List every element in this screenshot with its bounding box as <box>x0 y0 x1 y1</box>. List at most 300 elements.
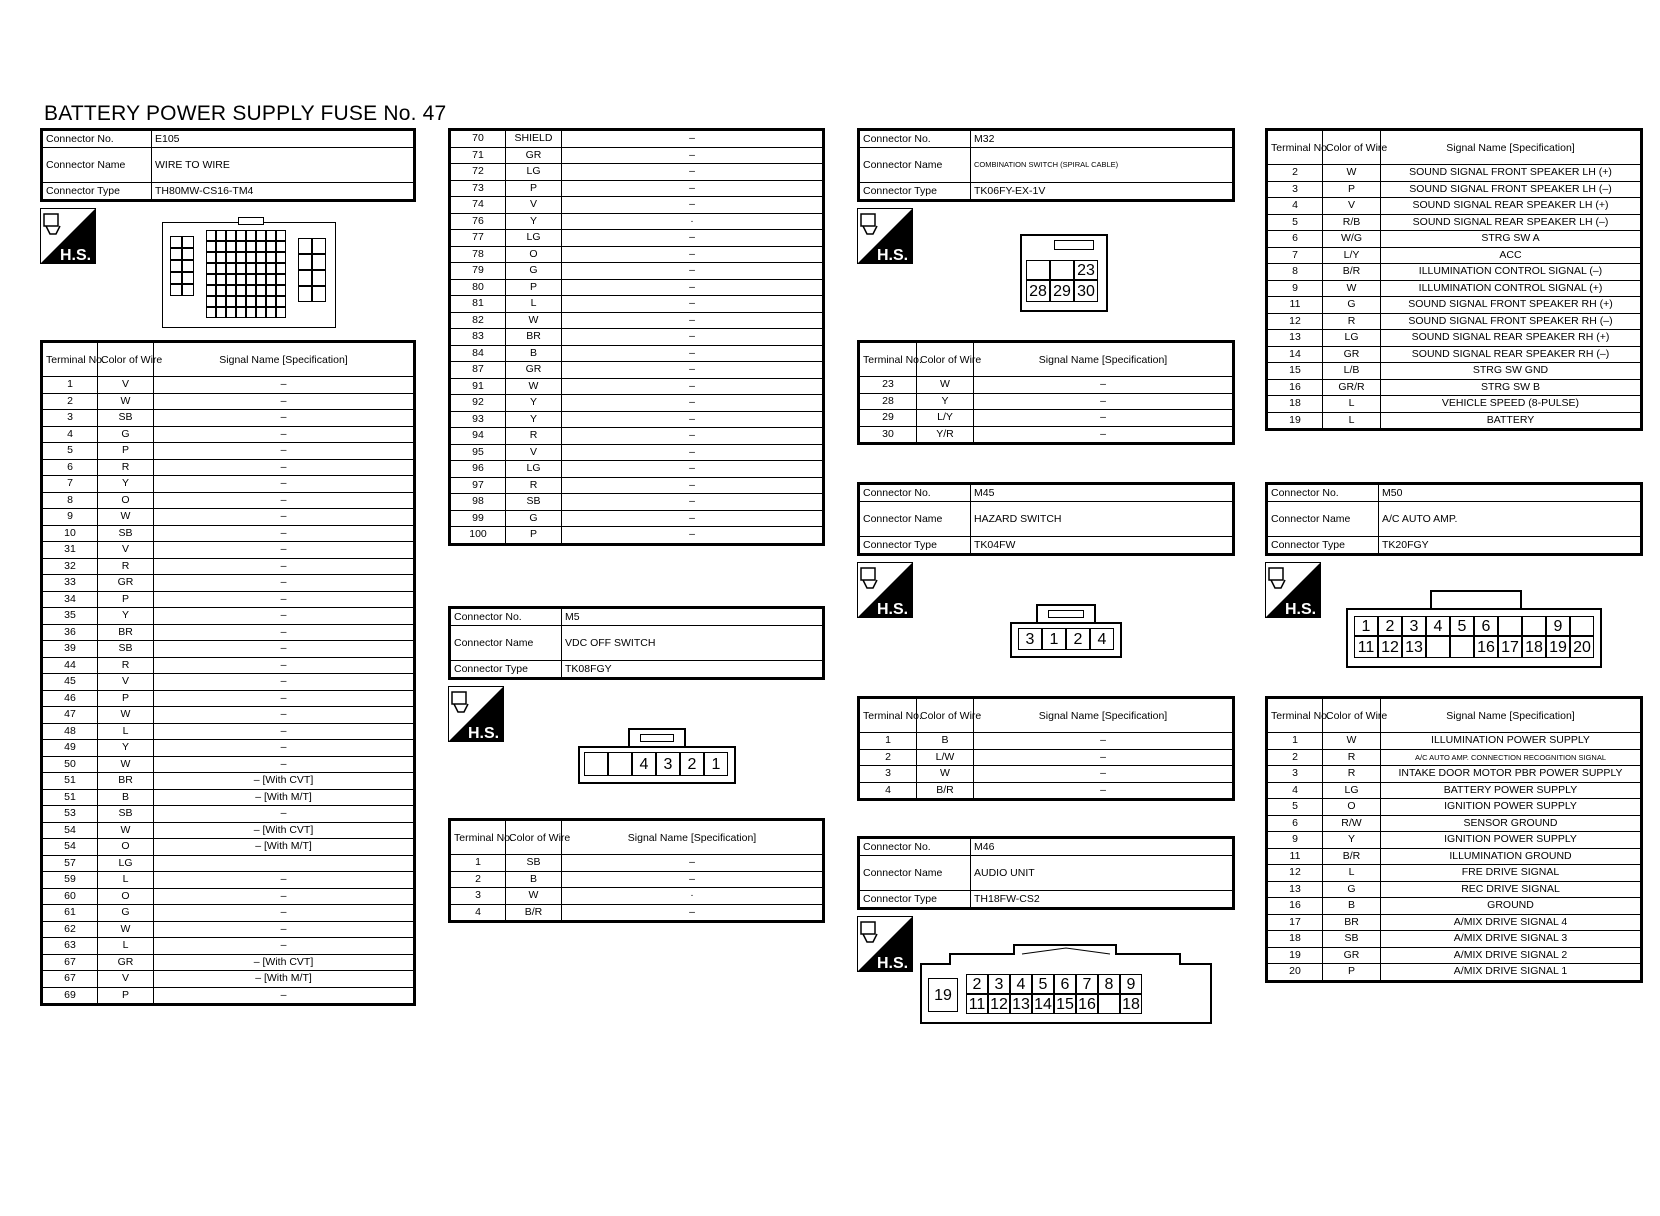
wire-color: G <box>98 426 154 443</box>
connector-pin: 4 <box>1426 616 1450 636</box>
connector-pin <box>312 238 326 254</box>
signal-name: – <box>154 740 415 757</box>
terminal-no: 80 <box>450 279 506 296</box>
table-row <box>1267 848 1642 865</box>
table-row <box>42 839 415 856</box>
col-terminal: Terminal No. <box>1267 130 1323 165</box>
wire-color: L <box>1323 865 1381 882</box>
wire-color: W <box>1323 733 1381 750</box>
col-terminal: Terminal No. <box>450 820 506 855</box>
col-signal: Signal Name [Specification] <box>974 342 1234 377</box>
wire-color: L/Y <box>917 410 974 427</box>
terminal-no: 54 <box>42 839 98 856</box>
terminal-no: 9 <box>42 509 98 526</box>
table-row <box>859 426 1234 444</box>
connector-pin <box>1098 994 1120 1014</box>
terminal-no: 35 <box>42 608 98 625</box>
connector-pin <box>170 284 182 296</box>
col-signal: Signal Name [Specification] <box>1381 698 1642 733</box>
connector-pin <box>182 248 194 260</box>
wire-color: L <box>98 938 154 955</box>
connector-pin <box>182 260 194 272</box>
connector-pin: 30 <box>1074 280 1098 302</box>
connector-pin: 9 <box>1546 616 1570 636</box>
table-row <box>1267 231 1642 248</box>
wire-color: B/R <box>1323 264 1381 281</box>
terminal-no: 73 <box>450 180 506 197</box>
table-row <box>42 641 415 658</box>
wire-color: SB <box>98 410 154 427</box>
terminal-no: 4 <box>1267 782 1323 799</box>
label: Connector No. <box>1267 484 1379 502</box>
wire-color: G <box>1323 297 1381 314</box>
signal-name: – <box>974 733 1234 750</box>
signal-name: – <box>562 263 824 280</box>
signal-name: VEHICLE SPEED (8-PULSE) <box>1381 396 1642 413</box>
table-row <box>450 230 824 247</box>
wire-color: P <box>506 279 562 296</box>
wire-color: W <box>506 378 562 395</box>
terminal-no: 15 <box>1267 363 1323 380</box>
wire-color: SB <box>1323 931 1381 948</box>
wire-color: P <box>1323 181 1381 198</box>
signal-name: – <box>154 492 415 509</box>
connector-pin <box>236 241 246 252</box>
wire-color: O <box>98 839 154 856</box>
table-row <box>450 411 824 428</box>
wire-color: BR <box>1323 914 1381 931</box>
wire-color: L <box>506 296 562 313</box>
signal-name: – <box>562 461 824 478</box>
wire-color: W <box>917 377 974 394</box>
wire-color: Y <box>506 213 562 230</box>
table-row <box>450 444 824 461</box>
signal-name: SOUND SIGNAL FRONT SPEAKER LH (+) <box>1381 165 1642 182</box>
signal-name: A/MIX DRIVE SIGNAL 1 <box>1381 964 1642 982</box>
terminal-no: 20 <box>1267 964 1323 982</box>
terminal-no: 96 <box>450 461 506 478</box>
signal-name: – <box>154 690 415 707</box>
connector-pin <box>1026 260 1050 280</box>
table-row <box>450 362 824 379</box>
wire-color: B <box>98 789 154 806</box>
wire-color: Y <box>917 393 974 410</box>
label: Connector Type <box>859 537 971 555</box>
connector-pin <box>226 230 236 241</box>
connector-pin: 8 <box>1098 974 1120 994</box>
table-row <box>1267 396 1642 413</box>
connector-pin <box>236 307 246 318</box>
connector-pin <box>226 296 236 307</box>
terminal-no: 72 <box>450 164 506 181</box>
label: Connector Type <box>859 183 971 201</box>
connector-no: M32 <box>971 130 1234 148</box>
connector-pin <box>266 285 276 296</box>
connector-pin: 17 <box>1498 636 1522 658</box>
terminal-no: 91 <box>450 378 506 395</box>
table-row <box>1267 264 1642 281</box>
terminal-no: 87 <box>450 362 506 379</box>
connector-pin: 1 <box>704 752 728 776</box>
connector-pin <box>266 296 276 307</box>
terminal-no: 2 <box>1267 165 1323 182</box>
wire-color: G <box>506 510 562 527</box>
wire-color: GR/R <box>1323 379 1381 396</box>
connector-key <box>1054 240 1094 250</box>
connector-pin: 16 <box>1474 636 1498 658</box>
terminal-no: 18 <box>1267 396 1323 413</box>
table-row <box>42 558 415 575</box>
wire-color: W <box>98 822 154 839</box>
connector-pin: 7 <box>1076 974 1098 994</box>
wire-color: R <box>98 558 154 575</box>
connector-pin <box>170 260 182 272</box>
connector-latch <box>238 217 264 225</box>
signal-name: – <box>562 312 824 329</box>
wire-color: W <box>98 707 154 724</box>
signal-name: – <box>154 410 415 427</box>
connector-pin <box>236 274 246 285</box>
signal-name: GROUND <box>1381 898 1642 915</box>
terminal-no: 1 <box>1267 733 1323 750</box>
table-row <box>1267 799 1642 816</box>
table-row <box>859 782 1234 800</box>
signal-name: – <box>154 459 415 476</box>
connector-pin <box>608 752 632 776</box>
e105-connector-face <box>162 222 336 328</box>
table-row <box>42 459 415 476</box>
signal-name: – <box>562 494 824 511</box>
terminal-no: 84 <box>450 345 506 362</box>
signal-name: – <box>562 428 824 445</box>
signal-name: – <box>154 426 415 443</box>
wire-color: V <box>98 542 154 559</box>
connector-pin <box>246 274 256 285</box>
table-row <box>42 723 415 740</box>
table-row <box>450 164 824 181</box>
terminal-no: 70 <box>450 130 506 148</box>
terminal-no: 83 <box>450 329 506 346</box>
label: Connector No. <box>42 130 152 148</box>
table-row <box>450 130 824 148</box>
m46-info <box>857 836 1235 910</box>
label: Connector Name <box>859 856 971 891</box>
table-row <box>450 180 824 197</box>
connector-pin <box>216 296 226 307</box>
connector-no: M45 <box>971 484 1234 502</box>
table-row <box>450 213 824 230</box>
terminal-no: 19 <box>1267 947 1323 964</box>
connector-pin <box>276 307 286 318</box>
terminal-no: 10 <box>42 525 98 542</box>
signal-name: – <box>154 575 415 592</box>
signal-name: – <box>562 180 824 197</box>
connector-pin: 2 <box>1066 628 1090 650</box>
table-row <box>1267 214 1642 231</box>
wire-color: SB <box>506 855 562 872</box>
hs-icon <box>1265 562 1321 618</box>
signal-name: – <box>562 395 824 412</box>
terminal-no: 2 <box>450 871 506 888</box>
signal-name: – <box>562 444 824 461</box>
terminal-no: 6 <box>1267 815 1323 832</box>
label: Connector Type <box>859 891 971 909</box>
wire-color: Y <box>506 395 562 412</box>
connector-pin: 1 <box>1042 628 1066 650</box>
terminal-no: 67 <box>42 954 98 971</box>
terminal-no: 98 <box>450 494 506 511</box>
connector-pin: 2 <box>680 752 704 776</box>
signal-name: – [With CVT] <box>154 773 415 790</box>
connector-pin <box>236 296 246 307</box>
terminal-no: 8 <box>1267 264 1323 281</box>
connector-pin <box>256 285 266 296</box>
connector-pin <box>276 274 286 285</box>
signal-name: – <box>974 377 1234 394</box>
label: Connector No. <box>859 838 971 856</box>
connector-pin <box>206 241 216 252</box>
table-row <box>450 395 824 412</box>
connector-name: HAZARD SWITCH <box>971 502 1234 537</box>
terminal-no: 69 <box>42 987 98 1005</box>
connector-pin: 12 <box>988 994 1010 1014</box>
terminal-no: 6 <box>42 459 98 476</box>
terminal-no: 11 <box>1267 297 1323 314</box>
label: Connector Type <box>450 661 562 679</box>
signal-name: SENSOR GROUND <box>1381 815 1642 832</box>
signal-name: SOUND SIGNAL REAR SPEAKER LH (–) <box>1381 214 1642 231</box>
signal-name: SOUND SIGNAL FRONT SPEAKER RH (–) <box>1381 313 1642 330</box>
connector-type: TH18FW-CS2 <box>971 891 1234 909</box>
connector-name: WIRE TO WIRE <box>152 148 415 183</box>
signal-name: – <box>562 411 824 428</box>
signal-name: – <box>154 938 415 955</box>
m5-connector-face <box>578 728 736 784</box>
terminal-no: 54 <box>42 822 98 839</box>
terminal-no: 4 <box>1267 198 1323 215</box>
wire-color: B <box>506 345 562 362</box>
wire-color: W <box>98 509 154 526</box>
table-row <box>42 806 415 823</box>
hs-label: H.S. <box>877 955 909 972</box>
connector-pin <box>312 270 326 286</box>
label: Connector No. <box>859 130 971 148</box>
signal-name: – <box>154 525 415 542</box>
connector-pin <box>276 296 286 307</box>
wire-color: SB <box>98 806 154 823</box>
table-row <box>42 393 415 410</box>
table-row <box>450 494 824 511</box>
table-row <box>1267 914 1642 931</box>
connector-pin: 9 <box>1120 974 1142 994</box>
signal-name: – <box>562 345 824 362</box>
wire-color: LG <box>98 855 154 872</box>
m5-terminal-table <box>448 818 825 923</box>
col-terminal: Terminal No. <box>859 698 917 733</box>
signal-name: STRG SW GND <box>1381 363 1642 380</box>
terminal-no: 2 <box>42 393 98 410</box>
signal-name: – <box>562 904 824 922</box>
signal-name: – <box>974 393 1234 410</box>
terminal-no: 17 <box>1267 914 1323 931</box>
terminal-no: 47 <box>42 707 98 724</box>
table-row <box>1267 898 1642 915</box>
col-signal: Signal Name [Specification] <box>974 698 1234 733</box>
terminal-no: 49 <box>42 740 98 757</box>
signal-name: STRG SW B <box>1381 379 1642 396</box>
connector-pin <box>246 241 256 252</box>
table-row <box>42 575 415 592</box>
table-row <box>450 461 824 478</box>
table-row <box>42 756 415 773</box>
connector-pin: 6 <box>1474 616 1498 636</box>
table-row <box>450 510 824 527</box>
terminal-no: 5 <box>1267 799 1323 816</box>
terminal-no: 3 <box>450 888 506 905</box>
signal-name: – <box>154 806 415 823</box>
wire-color: W <box>506 312 562 329</box>
signal-name: ILLUMINATION CONTROL SIGNAL (–) <box>1381 264 1642 281</box>
connector-pin <box>226 252 236 263</box>
connector-pin <box>298 254 312 270</box>
signal-name: – <box>562 230 824 247</box>
connector-pin <box>276 263 286 274</box>
connector-pin: 11 <box>966 994 988 1014</box>
connector-name: A/C AUTO AMP. <box>1379 502 1642 537</box>
wire-color: R <box>506 428 562 445</box>
table-row <box>42 377 415 394</box>
connector-no: M5 <box>562 608 824 626</box>
terminal-no: 13 <box>1267 330 1323 347</box>
connector-pin <box>226 241 236 252</box>
table-row <box>42 987 415 1005</box>
wire-color: LG <box>506 164 562 181</box>
terminal-no: 5 <box>42 443 98 460</box>
terminal-no: 9 <box>1267 832 1323 849</box>
signal-name: – <box>154 723 415 740</box>
connector-pin: 15 <box>1054 994 1076 1014</box>
terminal-no: 93 <box>450 411 506 428</box>
wire-color: B <box>506 871 562 888</box>
connector-pin <box>584 752 608 776</box>
signal-name: – <box>154 674 415 691</box>
connector-pin: 19 <box>928 978 958 1012</box>
connector-name: AUDIO UNIT <box>971 856 1234 891</box>
wire-color: B <box>917 733 974 750</box>
m50-terminal-table <box>1265 696 1643 983</box>
wire-color: W/G <box>1323 231 1381 248</box>
signal-name: · <box>562 888 824 905</box>
table-row <box>1267 881 1642 898</box>
hs-label: H.S. <box>468 725 500 742</box>
signal-name: INTAKE DOOR MOTOR PBR POWER SUPPLY <box>1381 766 1642 783</box>
connector-pin <box>256 296 266 307</box>
signal-name: SOUND SIGNAL FRONT SPEAKER RH (+) <box>1381 297 1642 314</box>
terminal-no: 4 <box>42 426 98 443</box>
table-row <box>1267 947 1642 964</box>
connector-pin <box>298 270 312 286</box>
table-row <box>450 147 824 164</box>
terminal-no: 9 <box>1267 280 1323 297</box>
signal-name: REC DRIVE SIGNAL <box>1381 881 1642 898</box>
signal-name: – <box>154 542 415 559</box>
wire-color: R <box>1323 766 1381 783</box>
wire-color: P <box>1323 964 1381 982</box>
wire-color: P <box>98 443 154 460</box>
signal-name: – <box>562 510 824 527</box>
signal-name: – <box>154 476 415 493</box>
label: Connector Name <box>859 148 971 183</box>
e105-terminal-table-cont <box>448 128 825 546</box>
table-row <box>1267 931 1642 948</box>
wire-color: W <box>98 921 154 938</box>
wire-color: SB <box>506 494 562 511</box>
terminal-no: 51 <box>42 789 98 806</box>
connector-pin: 6 <box>1054 974 1076 994</box>
page-title: BATTERY POWER SUPPLY FUSE No. 47 <box>44 102 447 125</box>
connector-pin: 28 <box>1026 280 1050 302</box>
connector-pin: 5 <box>1450 616 1474 636</box>
terminal-no: 44 <box>42 657 98 674</box>
table-row <box>1267 297 1642 314</box>
table-row <box>42 971 415 988</box>
connector-pin: 4 <box>1090 628 1114 650</box>
connector-pin <box>206 285 216 296</box>
hs-icon <box>40 208 96 264</box>
terminal-no: 77 <box>450 230 506 247</box>
wire-color: BR <box>506 329 562 346</box>
col-terminal: Terminal No. <box>1267 698 1323 733</box>
signal-name: A/MIX DRIVE SIGNAL 2 <box>1381 947 1642 964</box>
connector-pin <box>246 296 256 307</box>
signal-name: – <box>154 377 415 394</box>
connector-pin <box>276 285 286 296</box>
terminal-no: 81 <box>450 296 506 313</box>
signal-name: – <box>562 197 824 214</box>
signal-name: – <box>562 362 824 379</box>
connector-pin <box>216 307 226 318</box>
wire-color: Y <box>98 476 154 493</box>
terminal-no: 3 <box>1267 766 1323 783</box>
table-row <box>859 733 1234 750</box>
wire-color: W <box>98 756 154 773</box>
connector-pin: 3 <box>1402 616 1426 636</box>
signal-name: A/MIX DRIVE SIGNAL 4 <box>1381 914 1642 931</box>
connector-pin: 1 <box>1354 616 1378 636</box>
signal-name: SOUND SIGNAL FRONT SPEAKER LH (–) <box>1381 181 1642 198</box>
terminal-no: 74 <box>450 197 506 214</box>
connector-pin <box>312 286 326 302</box>
table-row <box>42 773 415 790</box>
wire-color: P <box>98 591 154 608</box>
wire-color: W <box>1323 280 1381 297</box>
terminal-no: 67 <box>42 971 98 988</box>
table-row <box>450 888 824 905</box>
terminal-no: 12 <box>1267 865 1323 882</box>
connector-pin <box>182 284 194 296</box>
signal-name: – <box>154 756 415 773</box>
connector-pin <box>246 285 256 296</box>
terminal-no: 45 <box>42 674 98 691</box>
label: Connector Name <box>42 148 152 183</box>
wire-color: Y <box>1323 832 1381 849</box>
connector-type: TK08FGY <box>562 661 824 679</box>
signal-name: – <box>154 443 415 460</box>
terminal-no: 76 <box>450 213 506 230</box>
connector-pin <box>256 307 266 318</box>
wire-color: V <box>98 377 154 394</box>
wire-color: L/W <box>917 749 974 766</box>
